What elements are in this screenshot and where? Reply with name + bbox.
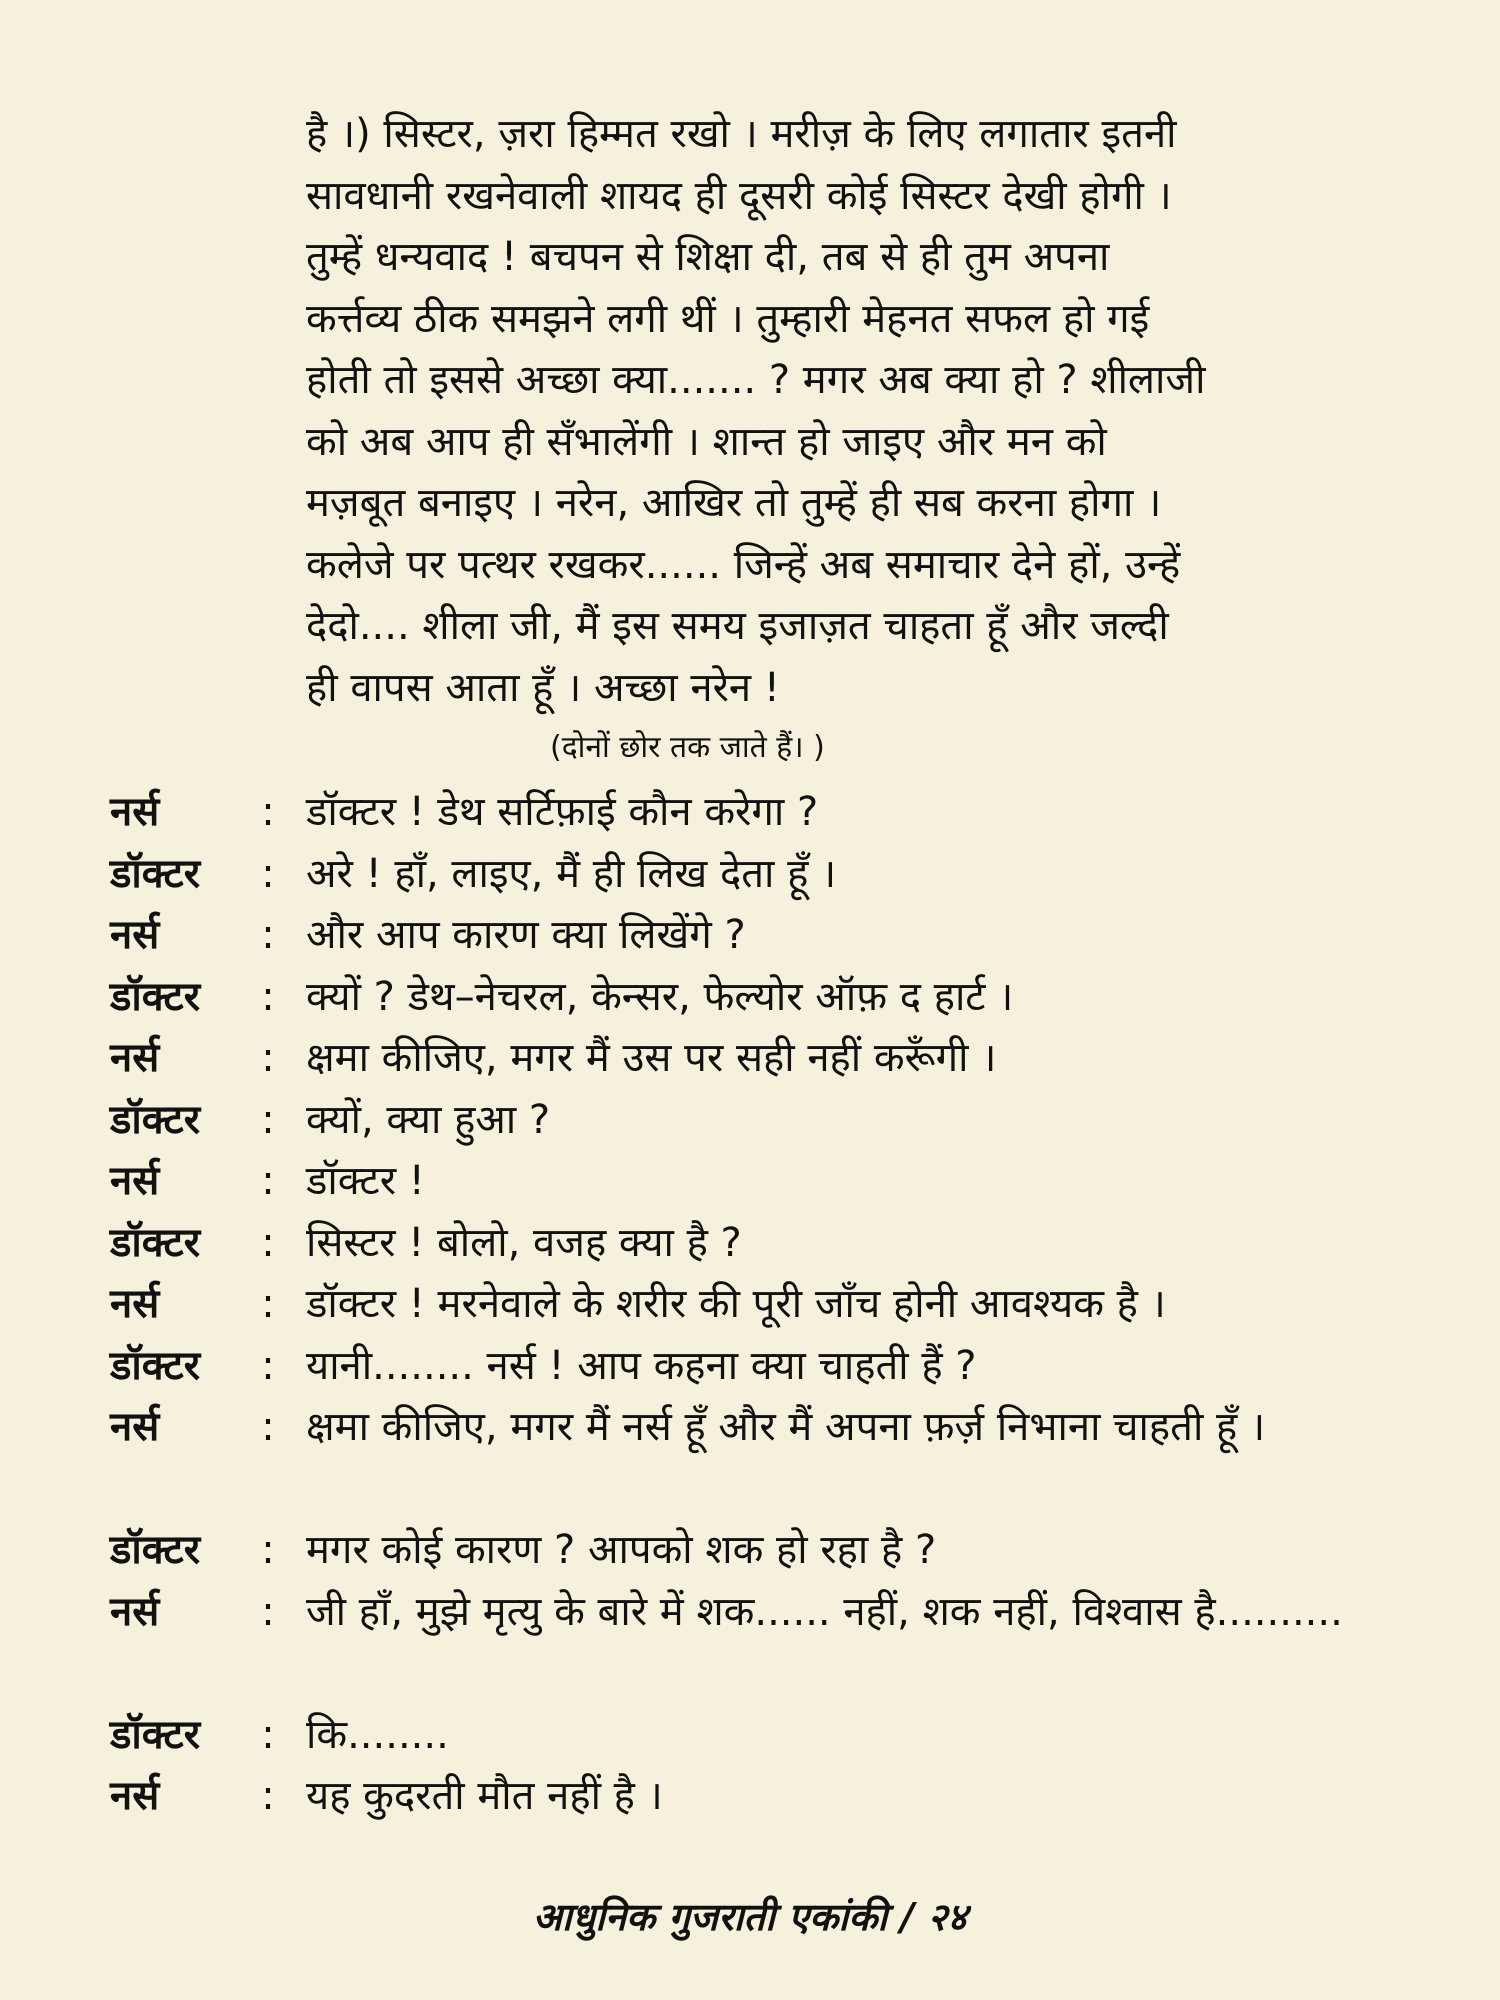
dialogue-text: मगर कोई कारण ? आपको शक हो रहा है ?: [306, 1527, 937, 1573]
paragraph-line: सावधानी रखनेवाली शायद ही दूसरी कोई सिस्टर देखी होगी ।: [306, 172, 1172, 219]
speaker-colon: :: [261, 1342, 275, 1389]
dialogue-text: यानी........ नर्स ! आप कहना क्या चाहती हैं ?: [306, 1342, 977, 1389]
paragraph-line: है ।) सिस्टर, ज़रा हिम्मत रखो । मरीज़ के लिए लगातार इतनी: [306, 111, 1177, 157]
paragraph-line: ही वापस आता हूँ । अच्छा नरेन !: [306, 664, 780, 711]
dialogue-row: [110, 1090, 1380, 1152]
paragraph-line: तुम्हें धन्यवाद ! बचपन से शिक्षा दी, तब से ही तुम अपना: [306, 234, 1110, 280]
speaker-name: नर्स: [110, 912, 160, 958]
dialogue-text: क्यों ? डेथ–नेचरल, केन्सर, फेल्योर ऑफ़ द हार्ट ।: [306, 973, 1014, 1020]
paragraph-line: मज़बूत बनाइए । नरेन, आखिर तो तुम्हें ही सब करना होगा ।: [306, 480, 1162, 526]
speaker-name: डॉक्टर: [110, 1342, 201, 1389]
dialogue-row: [110, 967, 1380, 1029]
speaker-colon: :: [261, 973, 275, 1020]
paragraph-line: को अब आप ही सँभालेंगी । शान्त हो जाइए और मन को: [306, 418, 1107, 465]
speaker-colon: :: [261, 1404, 275, 1450]
speaker-name: नर्स: [110, 1588, 160, 1635]
dialogue-text: डॉक्टर ! मरनेवाले के शरीर की पूरी जाँच होनी आवश्यक है ।: [306, 1281, 1166, 1327]
dialogue-row: [110, 1766, 1380, 1828]
speaker-colon: :: [261, 1158, 275, 1204]
speaker-colon: :: [261, 1527, 275, 1573]
speaker-name: डॉक्टर: [110, 1096, 201, 1143]
speaker-colon: :: [261, 1588, 275, 1635]
speaker-colon: :: [261, 789, 275, 835]
dialogue-text: जी हाँ, मुझे मृत्यु के बारे में शक...... नहीं, शक नहीं, विश्वास है..........: [306, 1588, 1343, 1635]
dialogue-text: और आप कारण क्या लिखेंगे ?: [306, 912, 746, 958]
dialogue-text: यह कुदरती मौत नहीं है ।: [306, 1773, 663, 1819]
dialogue-row: [110, 1213, 1380, 1275]
speaker-colon: :: [261, 912, 275, 958]
paragraph-line: होती तो इससे अच्छा क्या....... ? मगर अब क्या हो ? शीलाजी: [306, 357, 1206, 403]
speaker-name: डॉक्टर: [110, 973, 201, 1020]
speaker-colon: :: [261, 1711, 275, 1758]
speaker-colon: :: [261, 1281, 275, 1327]
dialogue-text: कि........: [306, 1711, 449, 1758]
dialogue-row: [110, 905, 1380, 967]
dialogue-row: [110, 1705, 1380, 1767]
dialogue-text: क्यों, क्या हुआ ?: [306, 1096, 551, 1143]
dialogue-text: डॉक्टर !: [306, 1158, 425, 1204]
dialogue-text: अरे ! हाँ, लाइए, मैं ही लिख देता हूँ ।: [306, 850, 837, 897]
dialogue-row: [110, 1582, 1380, 1705]
dialogue-row: [110, 1336, 1380, 1398]
speaker-colon: :: [261, 850, 275, 897]
speaker-name: नर्स: [110, 1404, 160, 1450]
dialogue-row: [110, 1520, 1380, 1582]
speaker-name: डॉक्टर: [110, 1711, 201, 1758]
speaker-name: डॉक्टर: [110, 850, 201, 897]
speaker-colon: :: [261, 1773, 275, 1819]
speaker-name: नर्स: [110, 1773, 160, 1819]
stage-direction: (दोनों छोर तक जाते हैं। ): [550, 730, 825, 765]
dialogue-row: [110, 844, 1380, 906]
paragraph-line: कलेजे पर पत्थर रखकर...... जिन्हें अब समाचार देने हों, उन्हें: [306, 541, 1181, 588]
speaker-name: डॉक्टर: [110, 1219, 201, 1266]
dialogue-row: [110, 1274, 1380, 1336]
speaker-name: नर्स: [110, 789, 160, 835]
paragraph-line: कर्त्तव्य ठीक समझने लगी थीं । तुम्हारी मेहनत सफल हो गई: [306, 295, 1150, 342]
page-footer: आधुनिक गुजराती एकांकी / २४: [532, 1895, 968, 1939]
dialogue-text: क्षमा कीजिए, मगर मैं उस पर सही नहीं करूँगी ।: [306, 1035, 997, 1081]
dialogue-text: क्षमा कीजिए, मगर मैं नर्स हूँ और मैं अपना फ़र्ज़ निभाना चाहती हूँ ।: [306, 1404, 1266, 1450]
speaker-colon: :: [261, 1096, 275, 1143]
dialogue-row: [110, 1151, 1380, 1213]
dialogue-list: [110, 782, 1380, 1828]
paragraph-line: देदो.... शीला जी, मैं इस समय इजाज़त चाहता हूँ और जल्दी: [306, 603, 1169, 649]
dialogue-row: [110, 782, 1380, 844]
speaker-colon: :: [261, 1035, 275, 1081]
speaker-name: नर्स: [110, 1158, 160, 1204]
dialogue-row: [110, 1397, 1380, 1520]
speaker-name: डॉक्टर: [110, 1527, 201, 1573]
dialogue-text: डॉक्टर ! डेथ सर्टिफ़ाई कौन करेगा ?: [306, 789, 819, 835]
speech-paragraph: [306, 104, 1366, 719]
speaker-name: नर्स: [110, 1035, 160, 1081]
dialogue-row: [110, 1028, 1380, 1090]
speaker-colon: :: [261, 1219, 275, 1266]
speaker-name: नर्स: [110, 1281, 160, 1327]
dialogue-text: सिस्टर ! बोलो, वजह क्या है ?: [306, 1219, 742, 1266]
